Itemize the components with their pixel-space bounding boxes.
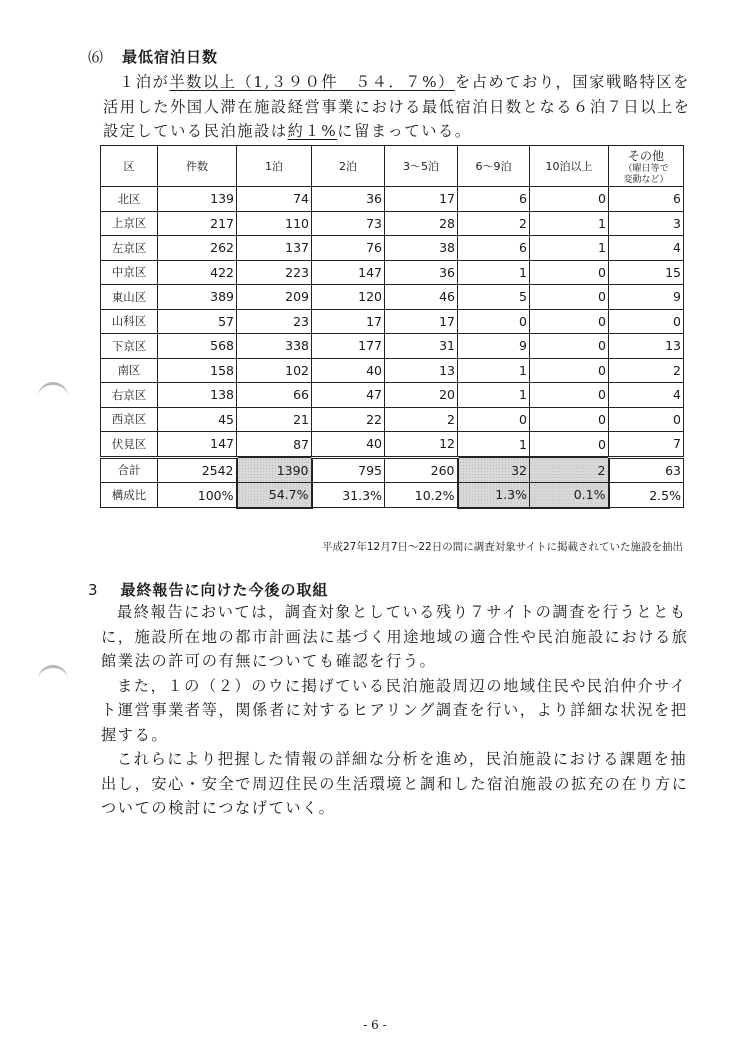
row-label-cell: 中京区	[101, 260, 158, 285]
row-label-cell: 山科区	[101, 309, 158, 334]
table-row	[101, 457, 684, 483]
value-cell: 177	[312, 334, 385, 359]
value-cell: 137	[237, 236, 312, 261]
value-cell: 262	[158, 236, 237, 261]
section-6-heading	[88, 46, 218, 67]
minimum-stay-table	[100, 145, 684, 509]
page-number: - 6 -	[363, 1018, 387, 1032]
header-label: その他	[627, 148, 664, 163]
value-cell: 21	[237, 407, 312, 432]
header-cell: 10泊以上	[530, 146, 609, 187]
paragraph: 最終報告においては，調査対象としている残り７サイトの調査を行うとともに，施設所在地の都市計画法に基づく用途地域の適合性や民泊施設における旅館業法の許可の有無についても確認を行う。	[101, 603, 689, 670]
value-cell: 147	[312, 260, 385, 285]
value-cell: 0	[530, 309, 609, 334]
text: を占めており，国家戦略特区を活用した外国人滞在施設経営事業における最低宿泊日数となる６泊７日以上を設定している民泊施設は	[103, 73, 691, 140]
paragraph: これらにより把握した情報の詳細な分析を進め，民泊施設における課題を抽出し，安心・安全で周辺住民の生活環境と調和した宿泊施設の拡充の在り方についての検討につなげていく。	[101, 750, 689, 817]
text: に留まっている。	[337, 122, 472, 140]
value-cell: 2	[385, 407, 458, 432]
row-label-cell: 上京区	[101, 211, 158, 236]
value-cell: 0	[458, 309, 530, 334]
table-row	[101, 432, 684, 458]
section-number: 3	[88, 581, 99, 599]
value-cell: 0	[458, 407, 530, 432]
section-number: ⑹	[88, 48, 105, 66]
value-cell: 36	[312, 187, 385, 212]
value-cell: 0	[530, 187, 609, 212]
table-note: 平成27年12月7日～22日の間に調査対象サイトに掲載されていた施設を抽出	[321, 541, 683, 553]
value-cell: 147	[158, 432, 237, 458]
value-cell: 3	[609, 211, 684, 236]
row-label-cell: 左京区	[101, 236, 158, 261]
table-row	[101, 260, 684, 285]
value-cell: 17	[385, 187, 458, 212]
row-label-cell: 東山区	[101, 285, 158, 310]
table-header-row	[101, 146, 684, 187]
value-cell: 138	[158, 383, 237, 408]
value-cell: 13	[609, 334, 684, 359]
value-cell: 87	[237, 432, 312, 458]
value-cell: 2	[458, 211, 530, 236]
value-cell: 0	[530, 285, 609, 310]
value-cell: 0.1%	[530, 483, 609, 508]
value-cell: 1	[458, 358, 530, 383]
value-cell: 9	[609, 285, 684, 310]
value-cell: 63	[609, 457, 684, 483]
value-cell: 0	[609, 309, 684, 334]
value-cell: 209	[237, 285, 312, 310]
value-cell: 20	[385, 383, 458, 408]
row-label-cell: 伏見区	[101, 432, 158, 458]
value-cell: 7	[609, 432, 684, 458]
section-6-paragraph	[103, 70, 693, 144]
value-cell: 217	[158, 211, 237, 236]
value-cell: 12	[385, 432, 458, 458]
value-cell: 38	[385, 236, 458, 261]
underlined-text: 半数以上（1,３９０件 ５４．７%）	[169, 73, 455, 91]
value-cell: 23	[237, 309, 312, 334]
value-cell: 0	[530, 432, 609, 458]
value-cell: 6	[458, 236, 530, 261]
section-3-heading	[88, 579, 329, 600]
value-cell: 2542	[158, 457, 237, 483]
row-label-cell: 南区	[101, 358, 158, 383]
header-cell: 区	[101, 146, 158, 187]
value-cell: 110	[237, 211, 312, 236]
value-cell: 15	[609, 260, 684, 285]
value-cell: 0	[530, 260, 609, 285]
value-cell: 0	[530, 334, 609, 359]
table-row	[101, 407, 684, 432]
value-cell: 36	[385, 260, 458, 285]
value-cell: 13	[385, 358, 458, 383]
header-cell	[609, 146, 684, 187]
header-sublabel: （曜日等で	[623, 163, 669, 174]
value-cell: 31	[385, 334, 458, 359]
header-sublabel: 変動など）	[623, 174, 669, 185]
value-cell: 4	[609, 383, 684, 408]
value-cell: 1.3%	[458, 483, 530, 508]
value-cell: 0	[530, 383, 609, 408]
value-cell: 223	[237, 260, 312, 285]
value-cell: 1	[458, 432, 530, 458]
value-cell: 102	[237, 358, 312, 383]
paragraph: また，１の（２）のウに掲げている民泊施設周辺の地域住民や民泊仲介サイト運営事業者等，関係者に対するヒアリング調査を行い，より詳細な状況を把握する。	[101, 676, 688, 744]
value-cell: 47	[312, 383, 385, 408]
value-cell: 422	[158, 260, 237, 285]
value-cell: 57	[158, 309, 237, 334]
value-cell: 40	[312, 432, 385, 458]
text: １泊が	[119, 73, 170, 91]
value-cell: 568	[158, 334, 237, 359]
header-cell: 2泊	[312, 146, 385, 187]
value-cell: 1	[530, 236, 609, 261]
table-row	[101, 358, 684, 383]
value-cell: 1	[530, 211, 609, 236]
section-title: 最終報告に向けた今後の取組	[120, 581, 329, 599]
header-cell: 6～9泊	[458, 146, 530, 187]
value-cell: 158	[158, 358, 237, 383]
value-cell: 22	[312, 407, 385, 432]
value-cell: 10.2%	[385, 483, 458, 508]
value-cell: 120	[312, 285, 385, 310]
value-cell: 2	[530, 457, 609, 483]
value-cell: 6	[458, 187, 530, 212]
table-row	[101, 236, 684, 261]
table-row	[101, 285, 684, 310]
section-title: 最低宿泊日数	[122, 48, 219, 66]
header-cell: 1泊	[237, 146, 312, 187]
row-label-cell: 西京区	[101, 407, 158, 432]
header-cell: 件数	[158, 146, 237, 187]
row-label-cell: 構成比	[101, 483, 158, 508]
table-row	[101, 187, 684, 212]
value-cell: 100%	[158, 483, 237, 508]
value-cell: 31.3%	[312, 483, 385, 508]
value-cell: 76	[312, 236, 385, 261]
header-cell: 3～5泊	[385, 146, 458, 187]
value-cell: 139	[158, 187, 237, 212]
value-cell: 2.5%	[609, 483, 684, 508]
value-cell: 338	[237, 334, 312, 359]
value-cell: 4	[609, 236, 684, 261]
table-row	[101, 483, 684, 508]
punch-hole-mark	[38, 665, 68, 695]
table-row	[101, 309, 684, 334]
value-cell: 2	[609, 358, 684, 383]
value-cell: 0	[530, 358, 609, 383]
value-cell: 5	[458, 285, 530, 310]
table-row	[101, 383, 684, 408]
row-label-cell: 右京区	[101, 383, 158, 408]
value-cell: 66	[237, 383, 312, 408]
value-cell: 260	[385, 457, 458, 483]
value-cell: 28	[385, 211, 458, 236]
value-cell: 0	[609, 407, 684, 432]
value-cell: 795	[312, 457, 385, 483]
section-3-body	[101, 600, 691, 821]
value-cell: 40	[312, 358, 385, 383]
row-label-cell: 北区	[101, 187, 158, 212]
value-cell: 9	[458, 334, 530, 359]
underlined-text: 約１%	[287, 122, 338, 140]
row-label-cell: 下京区	[101, 334, 158, 359]
value-cell: 1390	[237, 457, 312, 483]
value-cell: 0	[530, 407, 609, 432]
value-cell: 17	[385, 309, 458, 334]
value-cell: 1	[458, 260, 530, 285]
value-cell: 54.7%	[237, 483, 312, 508]
value-cell: 73	[312, 211, 385, 236]
value-cell: 389	[158, 285, 237, 310]
value-cell: 6	[609, 187, 684, 212]
value-cell: 17	[312, 309, 385, 334]
value-cell: 46	[385, 285, 458, 310]
table-row	[101, 211, 684, 236]
value-cell: 45	[158, 407, 237, 432]
row-label-cell: 合計	[101, 457, 158, 483]
punch-hole-mark	[38, 382, 68, 412]
value-cell: 1	[458, 383, 530, 408]
value-cell: 74	[237, 187, 312, 212]
table-row	[101, 334, 684, 359]
value-cell: 32	[458, 457, 530, 483]
